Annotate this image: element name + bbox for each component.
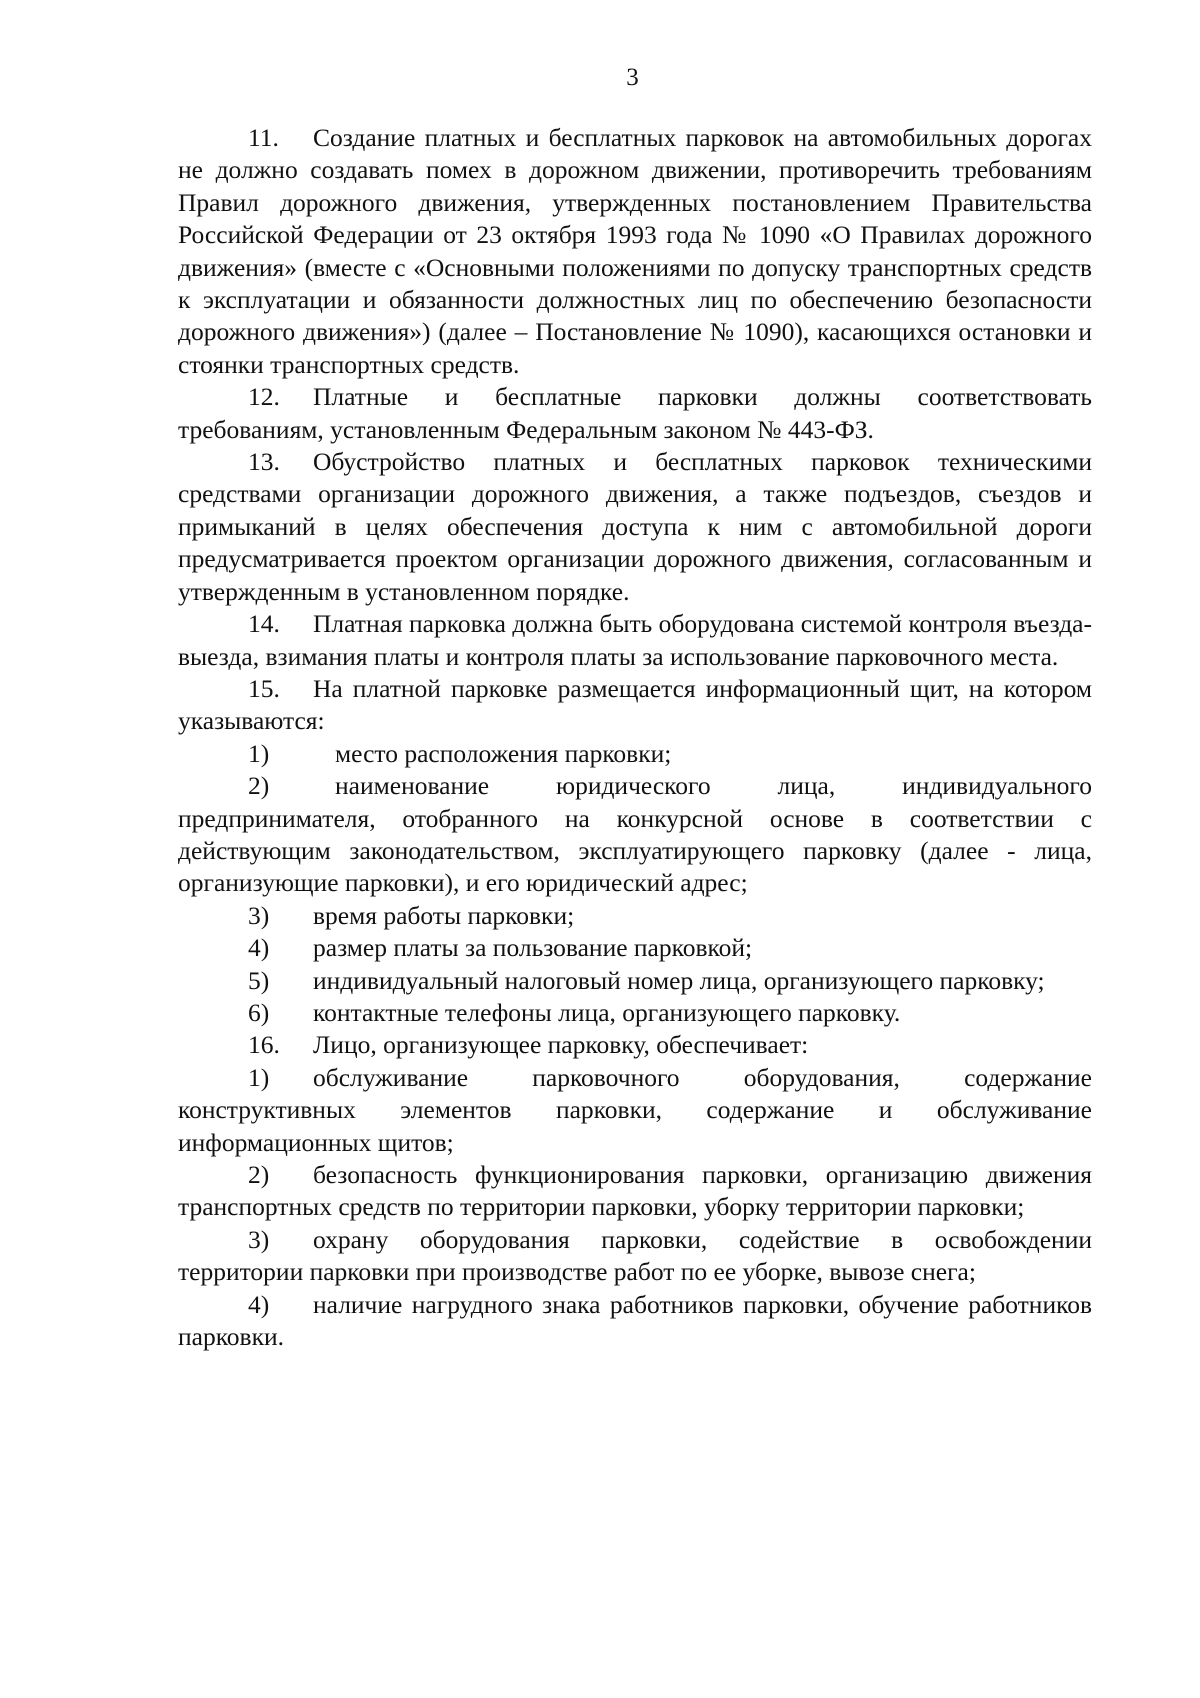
- subitem-text: контактные телефоны лица, организующего парковку.: [313, 997, 901, 1027]
- clause-16-subitem-3: [178, 1224, 1092, 1289]
- clause-16: [178, 1029, 1092, 1061]
- subitem-number: 4): [248, 933, 270, 963]
- subitem-text: безопасность функционирования парковки, организацию движения транспортных средств по территории парковки, уборку территории парковки;: [178, 1160, 1092, 1222]
- subitem-number: 4): [248, 1289, 270, 1319]
- clause-16-subitem-4: [178, 1289, 1092, 1354]
- clause-15-subitem-2: [178, 770, 1092, 900]
- clause-number: 12.: [248, 382, 280, 412]
- subitem-text: время работы парковки;: [313, 900, 575, 930]
- clause-text: На платной парковке размещается информационный щит, на котором указываются:: [178, 673, 1092, 736]
- clause-number: 16.: [248, 1030, 280, 1060]
- page-number: 3: [626, 64, 639, 91]
- clause-14: [178, 608, 1092, 673]
- subitem-text: наименование юридического лица, индивидуального предпринимателя, отобранного на конкурсной основе в соответствии с действующим законодательством, эксплуатирующего парковку (далее - лица, организующие парковки), и его юридический адрес;: [178, 771, 1092, 898]
- subitem-number: 3): [248, 1224, 270, 1254]
- clause-number: 15.: [248, 673, 280, 703]
- clause-number: 11.: [248, 123, 279, 152]
- clause-15-subitem-3: [178, 900, 1092, 932]
- clause-11: [178, 122, 1092, 381]
- clause-number: 13.: [248, 447, 280, 477]
- clause-16-subitem-2: [178, 1159, 1092, 1224]
- subitem-number: 1): [248, 1062, 270, 1092]
- clause-text: Создание платных и бесплатных парковок на автомобильных дорогах не должно создавать помех в дорожном движении, противоречить требованиям Правил дорожного движения, утвержденных постановлением Правительства Российской Федерации от 23 октября 1993 года № 1090 «О Правилах дорожного движения» (вместе с «Основными положениями по допуску транспортных средств к эксплуатации и обязанности должностных лиц по обеспечению безопасности дорожного движения») (далее – Постановление № 1090), касающихся остановки и стоянки транспортных средств.: [178, 123, 1092, 379]
- subitem-text: место расположения парковки;: [335, 738, 672, 768]
- clause-15-subitem-6: [178, 997, 1092, 1029]
- clause-text: Обустройство платных и бесплатных парковок техническими средствами организации дорожного движения, а также подъездов, съездов и примыканий в целях обеспечения доступа к ним с автомобильной дороги предусматривается проектом организации дорожного движения, согласованным и утвержденным в установленном порядке.: [178, 447, 1092, 606]
- subitem-text: наличие нагрудного знака работников парковки, обучение работников парковки.: [178, 1289, 1092, 1352]
- clause-16-subitem-1: [178, 1062, 1092, 1159]
- clause-text: Платная парковка должна быть оборудована системой контроля въезда-выезда, взимания платы и контроля платы за использование парковочного места.: [178, 609, 1092, 671]
- clause-text: Лицо, организующее парковку, обеспечивает:: [313, 1030, 809, 1060]
- subitem-text: размер платы за пользование парковкой;: [313, 933, 753, 963]
- subitem-text: обслуживание парковочного оборудования, содержание конструктивных элементов парковки, содержание и обслуживание информационных щитов;: [178, 1062, 1092, 1157]
- clause-15-subitem-4: [178, 932, 1092, 964]
- clause-12: [178, 381, 1092, 446]
- subitem-text: охрану оборудования парковки, содействие в освобождении территории парковки при производстве работ по ее уборке, вывозе снега;: [178, 1224, 1092, 1287]
- subitem-number: 5): [248, 965, 270, 995]
- subitem-number: 1): [248, 738, 270, 768]
- subitem-number: 6): [248, 997, 270, 1027]
- clause-15-subitem-1: [178, 738, 1092, 770]
- clause-number: 14.: [248, 609, 280, 639]
- clause-15-subitem-5: [178, 965, 1092, 997]
- subitem-number: 3): [248, 900, 270, 930]
- subitem-number: 2): [248, 1160, 270, 1189]
- subitem-text: индивидуальный налоговый номер лица, организующего парковку;: [313, 965, 1045, 995]
- clause-13: [178, 446, 1092, 608]
- subitem-number: 2): [248, 771, 270, 801]
- document-body: [178, 122, 1092, 1353]
- clause-text: Платные и бесплатные парковки должны соответствовать требованиям, установленным Федеральным законом № 443-ФЗ.: [178, 382, 1092, 444]
- clause-15: [178, 673, 1092, 738]
